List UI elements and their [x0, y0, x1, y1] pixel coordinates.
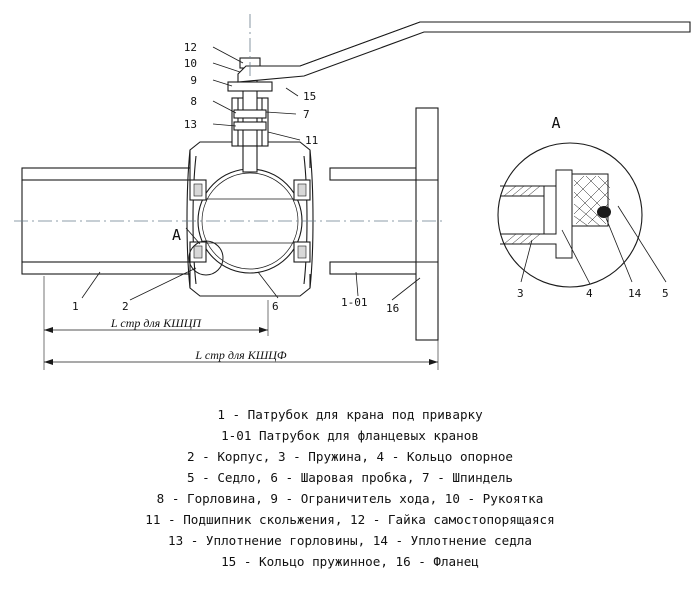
callout-10: 10: [183, 57, 197, 70]
callout-11: 11: [305, 134, 319, 147]
callout-7: 7: [303, 108, 310, 121]
callout-13: 13: [183, 118, 197, 131]
callout-2: 2: [122, 300, 129, 313]
detail-view-a: [498, 114, 669, 300]
detail-view-title: A: [551, 114, 561, 132]
detail-callout-5: 5: [662, 287, 669, 300]
legend-line: 1 - Патрубок для крана под приварку: [217, 407, 483, 422]
callout-6: 6: [272, 300, 279, 313]
callout-1-01: 1-01: [341, 296, 368, 309]
dimension-upper-label: L стр для КШЦП: [110, 316, 202, 330]
handle-10: [238, 22, 690, 82]
detail-callout-3: 3: [517, 287, 524, 300]
callout-9: 9: [190, 74, 197, 87]
legend-line: 8 - Горловина, 9 - Ограничитель хода, 10 - Рукоятка: [156, 491, 544, 506]
detail-callout-4: 4: [586, 287, 593, 300]
flange-16: [416, 108, 438, 340]
legend-line: 5 - Седло, 6 - Шаровая пробка, 7 - Шпиндель: [186, 470, 514, 485]
section-marker-a-main: A: [172, 226, 182, 244]
legend-line: 2 - Корпус, 3 - Пружина, 4 - Кольцо опорное: [186, 449, 514, 464]
detail-callout-14: 14: [628, 287, 642, 300]
legend-line: 11 - Подшипник скольжения, 12 - Гайка самостопорящаяся: [145, 512, 555, 527]
callout-15: 15: [303, 90, 317, 103]
dimension-lower-label: L стр для КШЦФ: [195, 348, 287, 362]
callout-8: 8: [190, 95, 197, 108]
legend-line: 1-01 Патрубок для фланцевых кранов: [221, 428, 479, 443]
callout-1: 1: [72, 300, 79, 313]
callout-16: 16: [386, 302, 400, 315]
dimension-labels: [110, 316, 287, 362]
legend-line: 13 - Уплотнение горловины, 14 - Уплотнение седла: [168, 533, 532, 548]
parts-legend: [0, 404, 700, 572]
callout-12: 12: [183, 41, 197, 54]
legend-line: 15 - Кольцо пружинное, 16 - Фланец: [221, 554, 479, 569]
